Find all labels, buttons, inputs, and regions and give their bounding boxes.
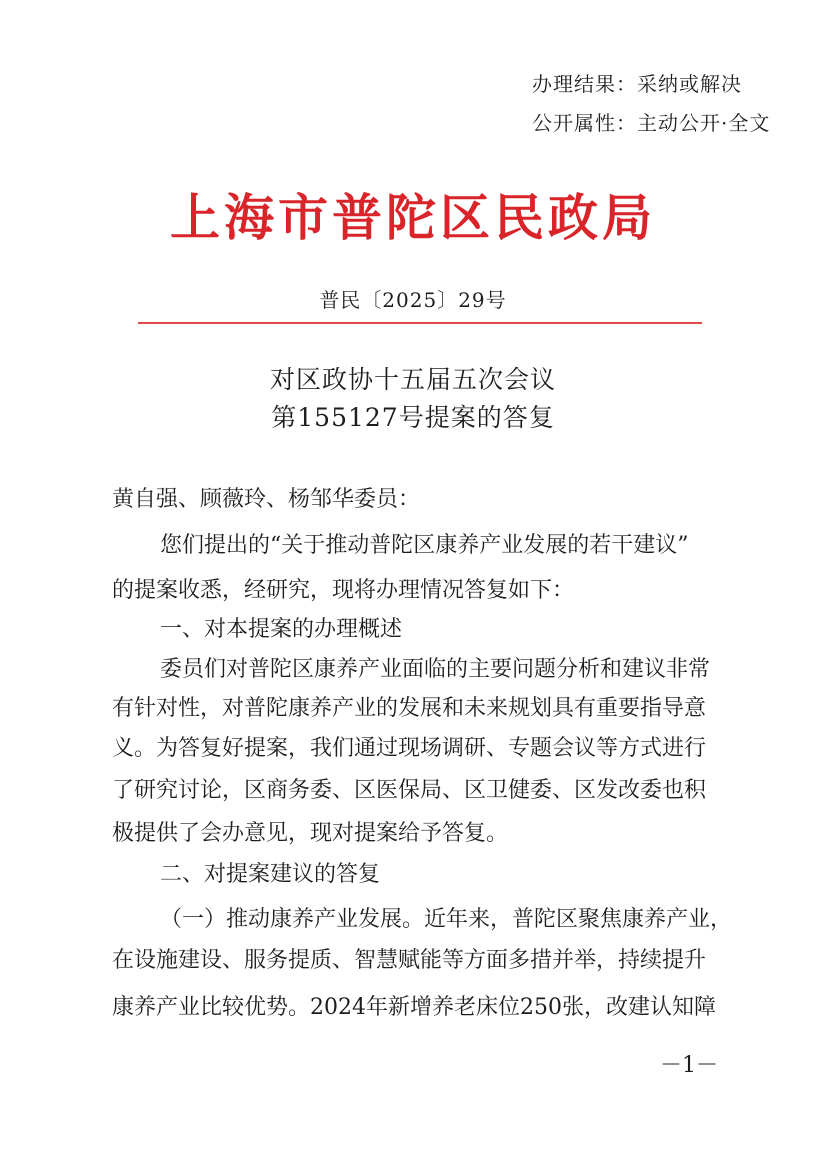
document-number: 普民〔2025〕29号 [319,288,507,312]
paragraph-line: （一）推动康养产业发展。近年来，普陀区聚焦康养产业， [160,907,733,932]
paragraph-line: 康养产业比较优势。2024年新增养老床位250张，改建认知障 [112,995,716,1020]
handling-result: 办理结果：采纳或解决 [532,72,742,96]
salutation: 黄自强、顾薇玲、杨邹华委员： [112,487,421,512]
paragraph-line: 极提供了会办意见，现对提案给予答复。 [112,821,509,846]
section-1-heading: 一、对本提案的办理概述 [160,617,403,642]
disclosure-attribute: 公开属性：主动公开·全文 [532,111,771,135]
section-2-heading: 二、对提案建议的答复 [160,862,381,887]
paragraph-line: 有针对性，对普陀康养产业的发展和未来规划具有重要指导意 [112,696,707,721]
page-number: －1－ [660,1053,718,1078]
document-title-line-2: 第155127号提案的答复 [271,403,555,432]
paragraph-line: 了研究讨论，区商务委、区医保局、区卫健委、区发改委也积 [112,778,707,803]
paragraph-line: 义。为答复好提案，我们通过现场调研、专题会议等方式进行 [112,736,707,761]
intro-line: 的提案收悉，经研究，现将办理情况答复如下： [112,578,575,603]
red-divider [138,322,702,324]
issuing-organization: 上海市普陀区民政局 [170,189,656,247]
document-title-line-1: 对区政协十五届五次会议 [269,365,556,394]
paragraph-line: 委员们对普陀区康养产业面临的主要问题分析和建议非常 [160,657,711,682]
intro-line: 您们提出的“关于推动普陀区康养产业发展的若干建议” [160,533,689,558]
paragraph-line: 在设施建设、服务提质、智慧赋能等方面多措并举，持续提升 [112,948,707,973]
